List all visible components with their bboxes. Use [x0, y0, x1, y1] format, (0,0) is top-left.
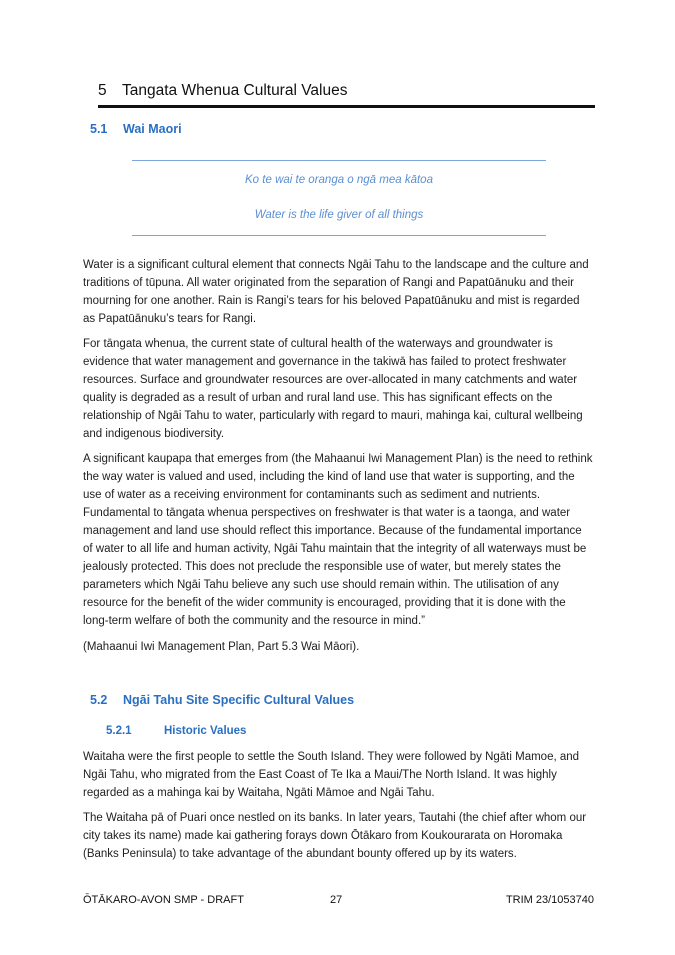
section-number: 5: [98, 82, 107, 99]
quote-top-rule: [132, 160, 546, 161]
subsection-heading-5-1: [90, 122, 182, 136]
paragraph-water-element: Water is a significant cultural element that connects Ngāi Tahu to the landscape and the culture and traditions of tūpuna. All water originated from the separation of Rangi and Papatūānuku and their mourning for one another. Rain is Rangi’s tears for his beloved Papatūānuku and mist is regarded as Papatūānuku’s tears for Rangi.: [83, 259, 589, 325]
section-title: Tangata Whenua Cultural Values: [122, 82, 348, 99]
quote-bottom-rule: [132, 235, 546, 236]
section-heading: [98, 82, 595, 100]
footer-doc-title: ŌTĀKARO-AVON SMP - DRAFT: [83, 894, 244, 906]
heading-rule: [98, 105, 595, 108]
subsubsection-number: 5.2.1: [106, 725, 132, 737]
subsection-number: 5.2: [90, 693, 108, 707]
subsection-title: Wai Maori: [123, 122, 182, 136]
paragraph-kaupapa: A significant kaupapa that emerges from (the Mahaanui Iwi Management Plan) is the need to rethink the way water is valued and used, including the kind of land use that water is supporting, and the use of water as a receiving environment for contaminants such as sediment and nutrients. Fundamental to tāngata whenua perspectives on freshwater is that water is a taonga, and water management and land use should reflect this importance. Because of the fundamental importance of water to all life and human activity, Ngāi Tahu maintain that the integrity of all waterways must be jealously protected. This does not preclude the responsible use of water, but merely states the parameters which Ngāi Tahu believe any such use should remain within. The utilisation of any resource for the benefit of the wider community is encouraged, providing that it is done with the long-term welfare of both the community and the resource in mind.”: [83, 453, 593, 627]
footer-trim-ref: TRIM 23/1053740: [505, 894, 594, 906]
quote-maori: Ko te wai te oranga o ngā mea kātoa: [245, 174, 433, 186]
paragraph-waitaha: Waitaha were the first people to settle the South Island. They were followed by Ngāti Mamoe, and Ngāi Tahu, who migrated from the East Coast of Te Ika a Maui/The North Island. It was highly regarded as a mahinga kai by Waitaha, Ngāti Māmoe and Ngāi Tahu.: [83, 751, 580, 799]
quote-english: Water is the life giver of all things: [254, 209, 424, 221]
footer-page-number: 27: [330, 894, 343, 906]
paragraph-puari: The Waitaha pā of Puari once nestled on its banks. In later years, Tautahi (the chief after whom our city takes its name) made kai gathering forays down Ōtākaro from Koukourarata on Horomaka (Banks Peninsula) to take advantage of the abundant bounty offered up by its waters.: [83, 812, 587, 860]
subsubsection-heading-5-2-1: [106, 725, 246, 737]
paragraph-tangata-whenua: For tāngata whenua, the current state of cultural health of the waterways and groundwater is evidence that water management and governance in the takiwā has failed to protect freshwater resources. Surface and groundwater resources are over-allocated in many catchments and water quality is degraded as a result of urban and rural land use. This has significant effects on the relationship of Ngāi Tahu to water, particularly with regard to mauri, mahinga kai, cultural wellbeing and indigenous biodiversity.: [83, 338, 583, 440]
subsubsection-title: Historic Values: [164, 725, 247, 737]
subsection-number: 5.1: [90, 122, 108, 136]
paragraph-citation: (Mahaanui Iwi Management Plan, Part 5.3 Wai Māori).: [83, 641, 360, 653]
subsection-title: Ngāi Tahu Site Specific Cultural Values: [123, 693, 355, 707]
subsection-heading-5-2: [90, 693, 354, 707]
